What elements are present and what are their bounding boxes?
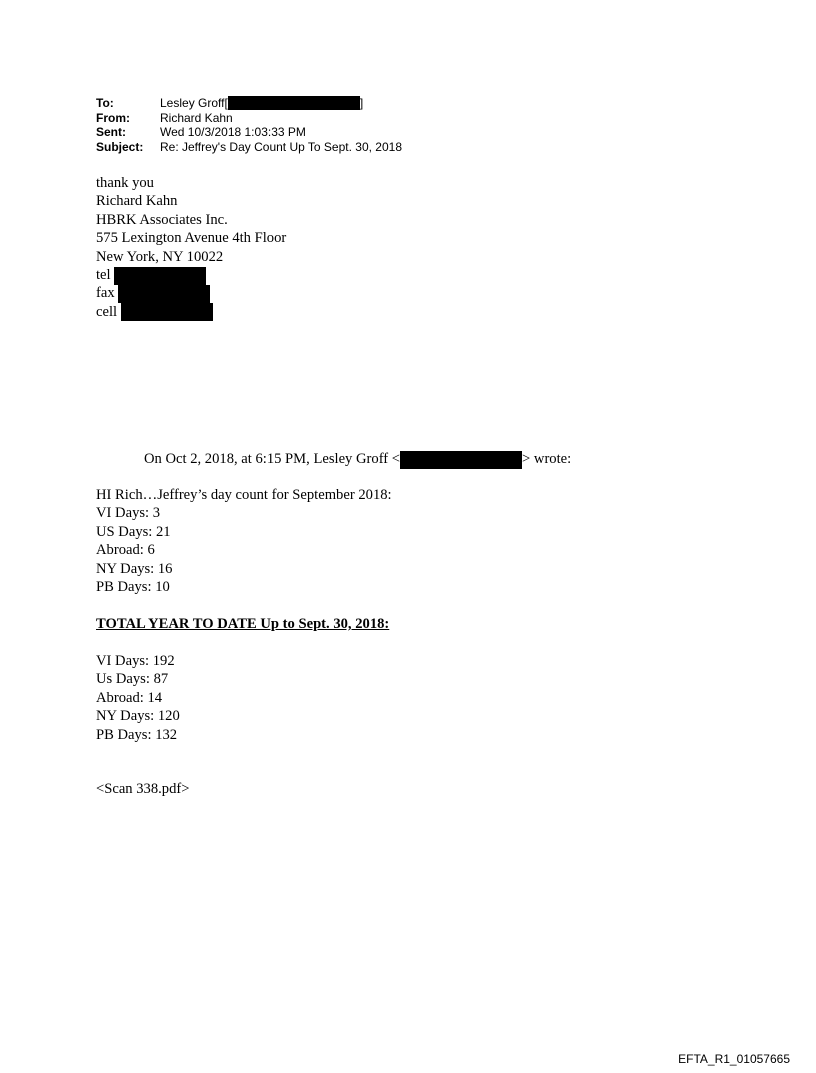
to-row	[96, 96, 402, 111]
signature-address-line1: 575 Lexington Avenue 4th Floor	[96, 230, 287, 247]
list-item: Abroad: 14	[96, 689, 163, 706]
list-item: US Days: 21	[96, 523, 171, 540]
list-item: PB Days: 132	[96, 726, 178, 743]
attachment-name: <Scan 338.pdf>	[96, 781, 190, 797]
sent-label: Sent:	[96, 125, 126, 139]
fax-label: fax	[96, 285, 115, 302]
redaction-bar	[114, 267, 206, 285]
redaction-bar	[400, 451, 522, 469]
signature-address-line2: New York, NY 10022	[96, 248, 224, 265]
quoted-body	[96, 486, 392, 596]
total-title: TOTAL YEAR TO DATE Up to Sept. 30, 2018:	[96, 616, 390, 632]
list-item: VI Days: 192	[96, 653, 175, 669]
signature-tel	[96, 266, 286, 284]
signature-name: Richard Kahn	[96, 193, 178, 210]
reply-text: thank you	[96, 175, 154, 191]
quoted-intro	[144, 450, 571, 469]
subject-row	[96, 140, 402, 155]
list-item: NY Days: 120	[96, 708, 180, 725]
quoted-greeting: HI Rich…Jeffrey’s day count for September 2018:	[96, 487, 392, 503]
list-item: PB Days: 10	[96, 578, 170, 595]
subject-label: Subject:	[96, 139, 144, 154]
to-value: Lesley Groff[	[160, 96, 228, 110]
subject-value: Re: Jeffrey's Day Count Up To Sept. 30, 2018	[160, 139, 402, 154]
list-item: Us Days: 87	[96, 671, 169, 688]
redaction-bar	[228, 96, 360, 110]
signature-fax	[96, 284, 286, 302]
email-header	[96, 96, 402, 154]
document-id: EFTA_R1_01057665	[678, 1052, 790, 1066]
to-label: To:	[96, 96, 114, 110]
reply-body	[96, 174, 286, 321]
signature-cell	[96, 303, 286, 321]
from-label: From:	[96, 110, 130, 125]
list-item: NY Days: 16	[96, 560, 173, 577]
quoted-intro-text: On Oct 2, 2018, at 6:15 PM, Lesley Groff <	[144, 451, 401, 467]
tel-label: tel	[96, 266, 111, 283]
signature-company: HBRK Associates Inc.	[96, 211, 228, 228]
redaction-bar	[118, 285, 210, 303]
sent-row	[96, 125, 402, 140]
to-suffix: ]	[359, 96, 364, 110]
from-row	[96, 111, 402, 126]
quoted-intro-suffix: > wrote:	[522, 451, 572, 467]
list-item: VI Days: 3	[96, 505, 161, 522]
sent-value: Wed 10/3/2018 1:03:33 PM	[160, 125, 306, 139]
cell-label: cell	[96, 303, 118, 320]
list-item: Abroad: 6	[96, 542, 155, 559]
redaction-bar	[121, 303, 213, 321]
from-value: Richard Kahn	[160, 110, 233, 125]
ytd-list	[96, 652, 180, 744]
